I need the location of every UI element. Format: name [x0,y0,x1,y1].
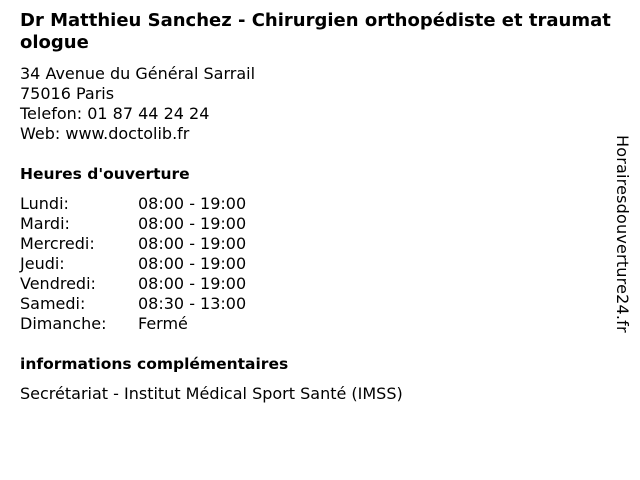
website: Web: www.doctolib.fr [20,124,190,143]
hours-row-sunday [20,314,246,334]
day-label: Dimanche: [20,314,107,333]
phone-number: Telefon: 01 87 44 24 24 [20,104,210,123]
day-label: Vendredi: [20,274,96,293]
day-hours: Fermé [138,314,188,333]
day-hours: 08:00 - 19:00 [138,194,247,213]
additional-info-heading: informations complémentaires [20,355,289,373]
address-street: 34 Avenue du Général Sarrail [20,64,256,83]
day-hours: 08:00 - 19:00 [138,214,247,233]
day-label: Samedi: [20,294,86,313]
hours-row-monday [20,194,246,214]
day-hours: 08:00 - 19:00 [138,254,247,273]
hours-row-thursday [20,254,246,274]
day-label: Jeudi: [20,254,65,273]
day-hours: 08:00 - 19:00 [138,274,247,293]
day-label: Lundi: [20,194,69,213]
day-hours: 08:30 - 13:00 [138,294,247,313]
day-label: Mardi: [20,214,70,233]
site-watermark: Horairesdouverture24.fr [613,135,632,333]
opening-hours-table [20,194,246,334]
hours-row-wednesday [20,234,246,254]
hours-row-friday [20,274,246,294]
additional-info-text: Secrétariat - Institut Médical Sport Santé (IMSS) [20,384,403,403]
address-city: 75016 Paris [20,84,115,103]
day-hours: 08:00 - 19:00 [138,234,247,253]
day-label: Mercredi: [20,234,95,253]
page-title: Dr Matthieu Sanchez - Chirurgien orthopédiste et traumatologue [20,10,611,53]
opening-hours-heading: Heures d'ouverture [20,165,190,183]
hours-row-saturday [20,294,246,314]
hours-row-tuesday [20,214,246,234]
address-block [20,64,255,144]
